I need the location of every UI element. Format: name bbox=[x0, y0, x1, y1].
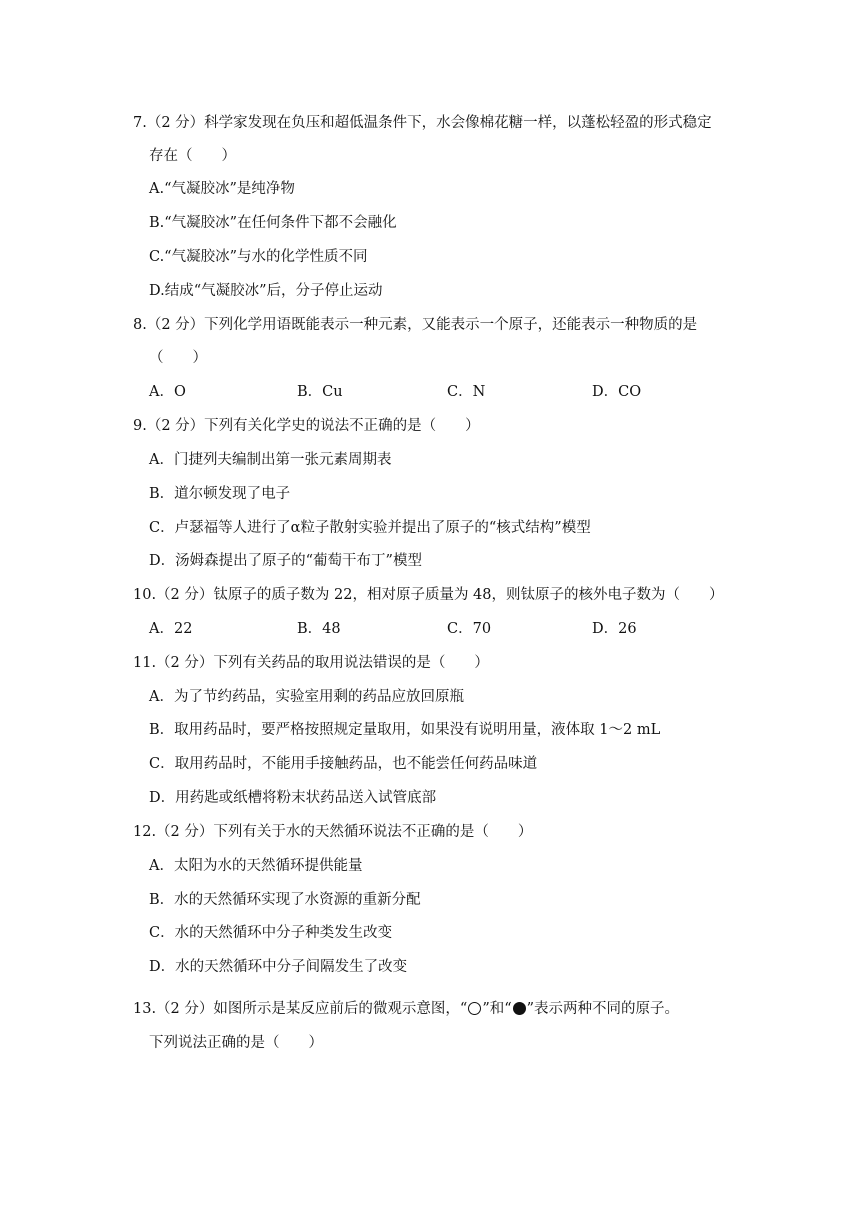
q13-stem-part3: ”表示两种不同的原子。 bbox=[526, 1001, 680, 1017]
q9-option-b: B．道尔顿发现了电子 bbox=[149, 486, 291, 502]
q7-stem-line2: 存在（ ） bbox=[149, 148, 236, 164]
hollow-circle-atom-icon bbox=[468, 1002, 481, 1015]
q7-option-a: A.“气凝胶冰”是纯净物 bbox=[149, 181, 295, 197]
q8-options-row bbox=[149, 382, 669, 402]
q9-option-a: A．门捷列夫编制出第一张元素周期表 bbox=[149, 452, 392, 468]
q11-option-d: D．用药匙或纸槽将粉末状药品送入试管底部 bbox=[149, 790, 437, 806]
q11-option-c: C．取用药品时，不能用手接触药品，也不能尝任何药品味道 bbox=[149, 756, 538, 772]
q10-option-a: A．22 bbox=[149, 621, 193, 637]
q8-option-d: D．CO bbox=[592, 384, 642, 400]
q12-option-d: D．水的天然循环中分子间隔发生了改变 bbox=[149, 959, 408, 975]
q13-stem-line1 bbox=[133, 999, 679, 1019]
q12-option-c: C．水的天然循环中分子种类发生改变 bbox=[149, 925, 393, 941]
q10-option-b: B．48 bbox=[297, 621, 341, 637]
q8-stem-line2: （ ） bbox=[149, 350, 207, 366]
q8-option-b: B．Cu bbox=[297, 384, 343, 400]
q12-option-b: B．水的天然循环实现了水资源的重新分配 bbox=[149, 892, 421, 908]
q8-stem-line1: 8.（2 分）下列化学用语既能表示一种元素，又能表示一个原子，还能表示一种物质的是 bbox=[133, 317, 698, 333]
q8-option-c: C．N bbox=[447, 384, 486, 400]
q8-option-a: A．O bbox=[149, 384, 186, 400]
q7-option-d: D.结成“气凝胶冰”后，分子停止运动 bbox=[149, 283, 383, 299]
q13-stem-part1: 13.（2 分）如图所示是某反应前后的微观示意图，“ bbox=[133, 1001, 468, 1017]
solid-circle-atom-icon bbox=[513, 1002, 526, 1015]
q7-option-c: C.“气凝胶冰”与水的化学性质不同 bbox=[149, 249, 368, 265]
q10-stem-line1: 10.（2 分）钛原子的质子数为 22，相对原子质量为 48，则钛原子的核外电子数为（ ） bbox=[133, 587, 724, 603]
q11-option-b: B．取用药品时，要严格按照规定量取用，如果没有说明用量，液体取 1～2 mL bbox=[149, 722, 661, 738]
q9-option-d: D．汤姆森提出了原子的“葡萄干布丁”模型 bbox=[149, 553, 422, 569]
q12-option-a: A．太阳为水的天然循环提供能量 bbox=[149, 858, 363, 874]
q11-option-a: A．为了节约药品，实验室用剩的药品应放回原瓶 bbox=[149, 689, 464, 705]
q7-option-b: B.“气凝胶冰”在任何条件下都不会融化 bbox=[149, 215, 397, 231]
q13-stem-part2: ”和“ bbox=[482, 1001, 512, 1017]
q10-option-d: D．26 bbox=[592, 621, 637, 637]
q13-stem-line2: 下列说法正确的是（ ） bbox=[149, 1035, 323, 1051]
q9-stem-line1: 9.（2 分）下列有关化学史的说法不正确的是（ ） bbox=[133, 418, 480, 434]
q12-stem-line1: 12.（2 分）下列有关于水的天然循环说法不正确的是（ ） bbox=[133, 824, 533, 840]
q11-stem-line1: 11.（2 分）下列有关药品的取用说法错误的是（ ） bbox=[133, 655, 489, 671]
q10-option-c: C．70 bbox=[447, 621, 492, 637]
q10-options-row bbox=[149, 619, 669, 639]
q9-option-c: C．卢瑟福等人进行了α粒子散射实验并提出了原子的“核式结构”模型 bbox=[149, 520, 591, 536]
q7-stem-line1: 7.（2 分）科学家发现在负压和超低温条件下，水会像棉花糖一样，以蓬松轻盈的形式稳定 bbox=[133, 115, 712, 131]
